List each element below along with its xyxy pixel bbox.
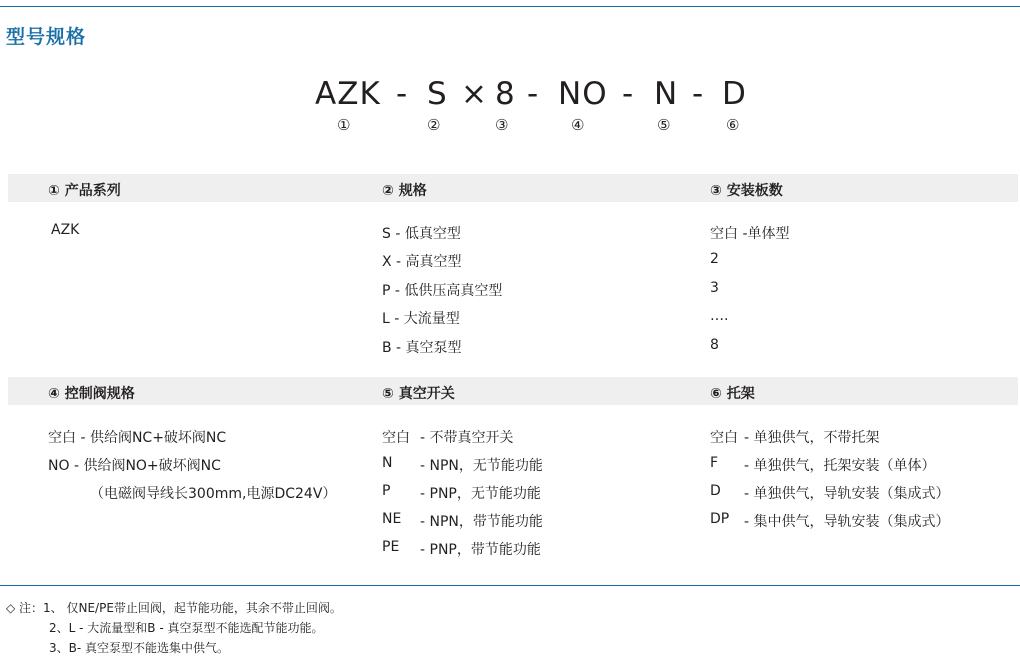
vacuum-switch-desc: - PNP，带节能功能 — [420, 542, 541, 558]
code-part-series: AZK — [315, 76, 381, 112]
header-board-count: ③ 安装板数 — [710, 183, 783, 199]
code-part-valve: NO — [558, 76, 608, 112]
bracket-desc: - 单独供气，导轨安装（集成式） — [744, 486, 950, 502]
vacuum-switch-desc: - 不带真空开关 — [420, 430, 514, 446]
section2-header-band — [8, 377, 1018, 405]
code-dash: - — [527, 76, 540, 112]
product-series-value: AZK — [51, 222, 80, 238]
code-index: ⑤ — [657, 116, 671, 134]
bracket-code: 空白 — [710, 430, 738, 446]
spec-item: P - 低供压高真空型 — [382, 283, 503, 299]
bracket-desc: - 单独供气，不带托架 — [744, 430, 880, 446]
code-dash: - — [622, 76, 635, 112]
note-line: 3、B- 真空泵型不能选集中供气。 — [49, 641, 230, 655]
board-count-item: 空白 -单体型 — [710, 226, 790, 242]
control-valve-note: （电磁阀导线长300mm,电源DC24V） — [90, 486, 337, 502]
bracket-code: F — [710, 455, 719, 471]
header-product-series: ① 产品系列 — [48, 183, 121, 199]
spec-item: L - 大流量型 — [382, 311, 460, 327]
vacuum-switch-code: PE — [382, 539, 400, 555]
board-count-item: 2 — [710, 251, 719, 267]
note-line: 2、L - 大流量型和B - 真空泵型不能选配节能功能。 — [49, 621, 324, 635]
code-times: × — [461, 76, 488, 112]
section1-header-band — [8, 174, 1018, 202]
code-dash: - — [396, 76, 409, 112]
code-index: ③ — [495, 116, 509, 134]
header-vacuum-switch: ⑤ 真空开关 — [382, 386, 455, 402]
vacuum-switch-desc: - PNP，无节能功能 — [420, 486, 541, 502]
code-index: ① — [337, 116, 351, 134]
bracket-desc: - 单独供气，托架安装（单体） — [744, 458, 936, 474]
control-valve-item: 空白 - 供给阀NC+破坏阀NC — [48, 430, 227, 446]
code-index-numbers — [315, 116, 765, 136]
page-title: 型号规格 — [6, 26, 87, 48]
vacuum-switch-desc: - NPN，无节能功能 — [420, 458, 543, 474]
board-count-item: 3 — [710, 280, 719, 296]
spec-item: S - 低真空型 — [382, 226, 461, 242]
control-valve-item: NO - 供给阀NO+破坏阀NC — [48, 458, 221, 474]
model-code — [315, 76, 765, 116]
code-index: ② — [427, 116, 441, 134]
code-index: ④ — [571, 116, 585, 134]
vacuum-switch-desc: - NPN，带节能功能 — [420, 514, 543, 530]
header-bracket: ⑥ 托架 — [710, 386, 755, 402]
vacuum-switch-code: 空白 — [382, 430, 410, 446]
note-line: ◇ 注：1、 仅NE/PE带止回阀，起节能功能，其余不带止回阀。 — [6, 601, 342, 615]
vacuum-switch-code: P — [382, 483, 391, 499]
board-count-item: …. — [710, 308, 729, 324]
top-divider — [0, 6, 1020, 7]
bracket-code: D — [710, 483, 721, 499]
header-control-valve: ④ 控制阀规格 — [48, 386, 135, 402]
vacuum-switch-code: N — [382, 455, 393, 471]
code-part-bracket: D — [722, 76, 747, 112]
code-part-switch: N — [654, 76, 679, 112]
bottom-divider — [0, 585, 1020, 586]
bracket-code: DP — [710, 511, 730, 527]
code-part-spec: S — [427, 76, 448, 112]
board-count-item: 8 — [710, 337, 719, 353]
spec-item: X - 高真空型 — [382, 254, 462, 270]
spec-item: B - 真空泵型 — [382, 340, 462, 356]
code-index: ⑥ — [726, 116, 740, 134]
code-part-count: 8 — [495, 76, 516, 112]
vacuum-switch-code: NE — [382, 511, 402, 527]
bracket-desc: - 集中供气，导轨安装（集成式） — [744, 514, 950, 530]
code-dash: - — [692, 76, 705, 112]
header-spec: ② 规格 — [382, 183, 427, 199]
